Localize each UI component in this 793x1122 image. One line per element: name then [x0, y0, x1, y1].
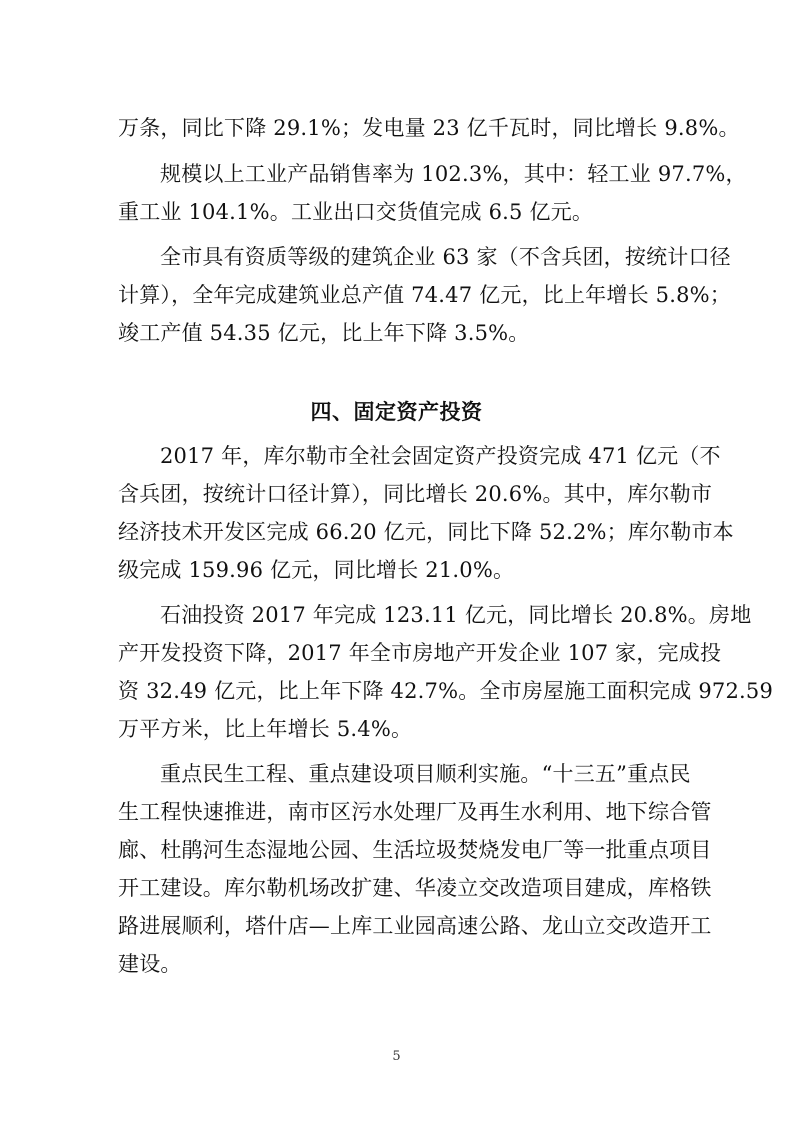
paragraph-line: 建设。 — [118, 952, 182, 976]
paragraph-line: 路进展顺利，塔什店—上库工业园高速公路、龙山立交改造开工 — [118, 914, 712, 938]
paragraph-line: 产开发投资下降，2017 年全市房地产开发企业 107 家，完成投 — [118, 641, 722, 665]
paragraph-line: 生工程快速推进，南市区污水处理厂及再生水利用、地下综合管 — [118, 800, 712, 824]
paragraph-line: 2017 年，库尔勒市全社会固定资产投资完成 471 亿元（不 — [160, 444, 721, 468]
paragraph-line: 全市具有资质等级的建筑企业 63 家（不含兵团，按统计口径 — [160, 245, 731, 269]
paragraph-line: 重点民生工程、重点建设项目顺利实施。“十三五”重点民 — [160, 762, 691, 786]
paragraph-line: 竣工产值 54.35 亿元，比上年下降 3.5%。 — [118, 321, 530, 345]
paragraph-line: 廊、杜鹃河生态湿地公园、生活垃圾焚烧发电厂等一批重点项目 — [118, 838, 712, 862]
paragraph-line: 经济技术开发区完成 66.20 亿元，同比下降 52.2%；库尔勒市本 — [118, 520, 734, 544]
paragraph-line: 级完成 159.96 亿元，同比增长 21.0%。 — [118, 558, 515, 582]
paragraph-line: 开工建设。库尔勒机场改扩建、华凌立交改造项目建成，库格铁 — [118, 876, 712, 900]
paragraph-line: 资 32.49 亿元，比上年下降 42.7%。全市房屋施工面积完成 972.59 — [118, 679, 774, 703]
section-heading: 四、固定资产投资 — [310, 399, 483, 424]
page-number: 5 — [392, 1049, 401, 1064]
paragraph-line: 计算），全年完成建筑业总产值 74.47 亿元，比上年增长 5.8%； — [118, 283, 731, 307]
paragraph-line: 重工业 104.1%。工业出口交货值完成 6.5 亿元。 — [118, 200, 594, 224]
paragraph-line: 含兵团，按统计口径计算），同比增长 20.6%。其中，库尔勒市 — [118, 482, 713, 506]
paragraph-line: 万条，同比下降 29.1%；发电量 23 亿千瓦时，同比增长 9.8%。 — [118, 116, 740, 140]
paragraph-line: 规模以上工业产品销售率为 102.3%，其中：轻工业 97.7%， — [160, 162, 747, 186]
paragraph-line: 石油投资 2017 年完成 123.11 亿元，同比增长 20.8%。房地 — [160, 603, 752, 627]
paragraph-line: 万平方米，比上年增长 5.4%。 — [118, 717, 413, 741]
